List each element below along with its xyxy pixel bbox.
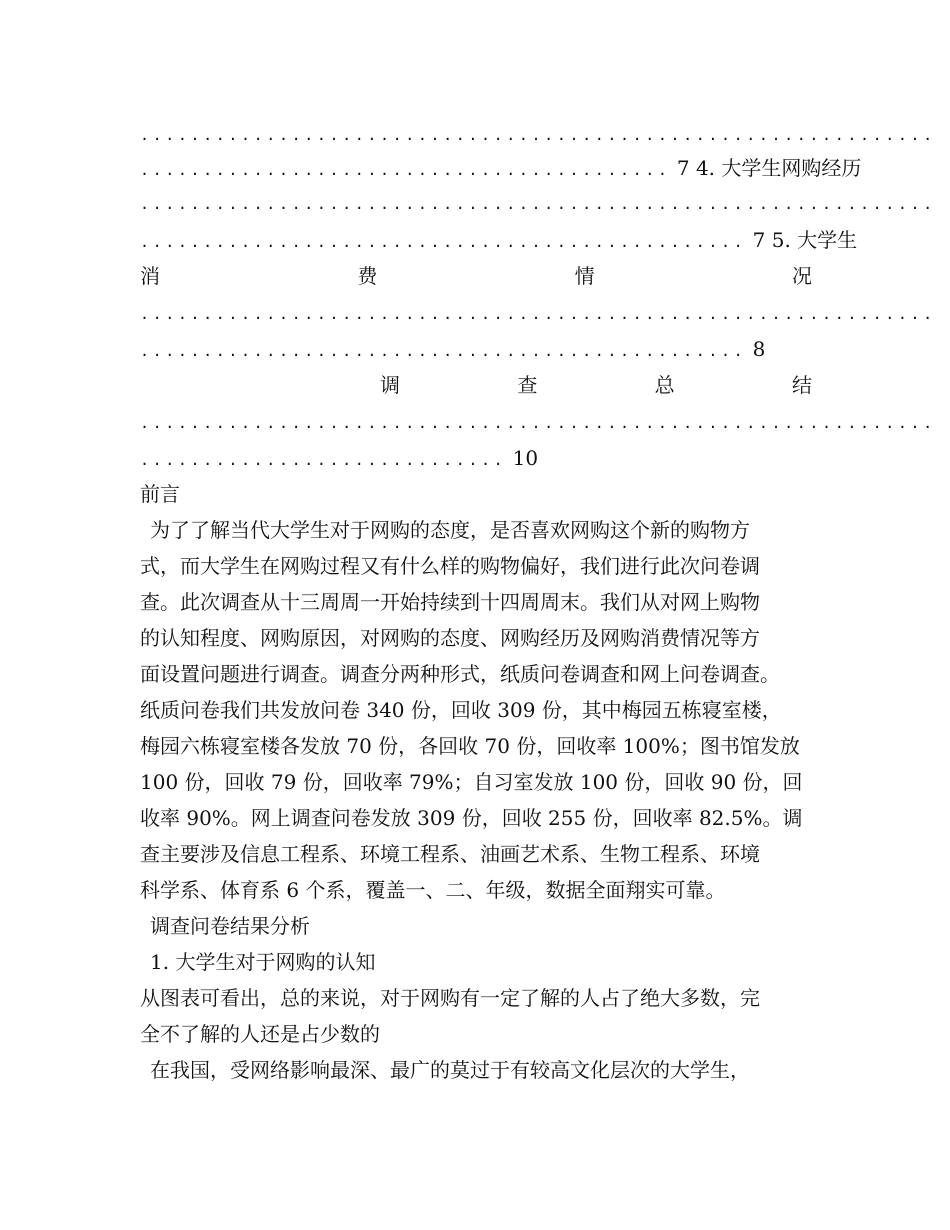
toc-char: 费 [357, 264, 378, 288]
toc-leader: .......................................... [140, 161, 671, 179]
toc-leader-line: ............................................................... [140, 414, 936, 432]
toc-entry-page-8 [140, 331, 765, 367]
section-title-preface: 前言 [140, 482, 180, 506]
paragraph-line: 全不了解的人还是占少数的 [140, 1022, 380, 1046]
paragraph-line: 面设置问题进行调查。调查分两种形式，纸质问卷调查和网上问卷调查。 [140, 662, 780, 686]
toc-leader: ............................. [140, 451, 507, 469]
toc-leader: ................................................ [140, 233, 747, 251]
paragraph-line: 查。此次调查从十三周周一开始持续到十四周周末。我们从对网上购物 [140, 590, 760, 614]
paragraph-line: 100 份，回收 79 份，回收率 79%；自习室发放 100 份，回收 90 份，回 [140, 770, 803, 794]
toc-entry-text: 8 [746, 337, 766, 361]
section-title-analysis: 调查问卷结果分析 [150, 914, 310, 938]
toc-char: 结 [791, 373, 812, 397]
toc-entry-text: 7 4. 大学生网购经历 [670, 156, 862, 180]
paragraph-line: 查主要涉及信息工程系、环境工程系、油画艺术系、生物工程系、环境 [140, 842, 760, 866]
toc-leader-line: ............................................................... [140, 305, 936, 323]
toc-entry-student [140, 222, 857, 258]
toc-entry-purchase-experience [140, 150, 861, 186]
toc-entry-text: 7 5. 大学生 [746, 228, 858, 252]
section-heading-1: 1. 大学生对于网购的认知 [150, 950, 376, 974]
paragraph-line: 为了了解当代大学生对于网购的态度，是否喜欢网购这个新的购物方 [150, 518, 750, 542]
toc-entry-text: 10 [506, 446, 539, 470]
paragraph-line: 纸质问卷我们共发放问卷 340 份，回收 309 份，其中梅园五栋寝室楼， [140, 698, 782, 722]
toc-entry-page-10 [140, 440, 538, 476]
toc-char: 况 [791, 264, 812, 288]
paragraph-line: 式，而大学生在网购过程又有什么样的购物偏好，我们进行此次问卷调 [140, 554, 760, 578]
paragraph-line: 的认知程度、网购原因，对网购的态度、网购经历及网购消费情况等方 [140, 626, 760, 650]
toc-char: 消 [140, 264, 160, 288]
toc-leader-line: ............................................................... [140, 195, 936, 213]
toc-char: 情 [574, 264, 595, 288]
toc-entry-consumption [140, 258, 812, 294]
toc-leader: ................................................ [140, 342, 747, 360]
toc-char: 查 [517, 373, 538, 397]
paragraph-line: 科学系、体育系 6 个系，覆盖一、二、年级，数据全面翔实可靠。 [140, 878, 726, 902]
paragraph-line: 从图表可看出，总的来说，对于网购有一定了解的人占了绝大多数，完 [140, 986, 760, 1010]
paragraph-line: 梅园六栋寝室楼各发放 70 份，各回收 70 份，回收率 100%；图书馆发放 [140, 734, 800, 758]
toc-char: 总 [654, 373, 675, 397]
toc-entry-summary [380, 367, 812, 403]
toc-leader-line: ............................................................... [140, 126, 936, 144]
paragraph-line: 在我国，受网络影响最深、最广的莫过于有较高文化层次的大学生， [150, 1058, 750, 1082]
paragraph-line: 收率 90%。网上调查问卷发放 309 份，回收 255 份，回收率 82.5%。调 [140, 806, 803, 830]
toc-char: 调 [380, 373, 400, 397]
